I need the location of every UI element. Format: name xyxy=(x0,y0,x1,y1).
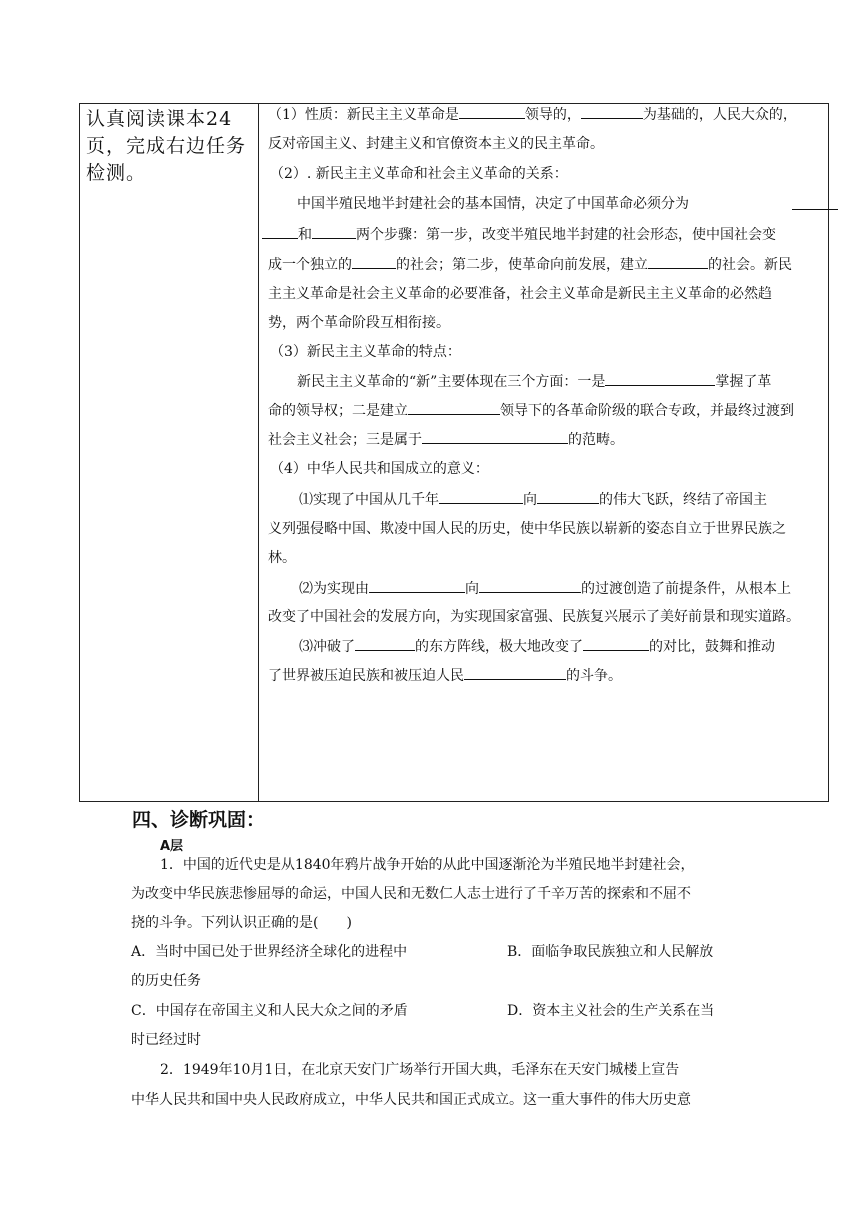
blank[interactable] xyxy=(479,578,581,593)
p4-item2-line2: 改变了中国社会的发展方向，为实现国家富强、民族复兴展示了美好前景和现实道路。 xyxy=(268,609,800,625)
blank[interactable] xyxy=(352,254,396,269)
p3-heading: （3）新民主主义革命的特点： xyxy=(270,344,461,360)
blank[interactable] xyxy=(369,578,465,593)
blank[interactable] xyxy=(648,254,708,269)
option-d[interactable]: D．资本主义社会的生产关系在当 xyxy=(507,1003,715,1019)
p1-line2: 反对帝国主义、封建主义和官僚资本主义的民主革命。 xyxy=(268,136,604,152)
option-b-continued: 的历史任务 xyxy=(131,973,201,989)
blank[interactable] xyxy=(583,636,649,651)
blank[interactable] xyxy=(262,224,298,239)
table-divider xyxy=(258,103,259,802)
layer-label: A层 xyxy=(160,839,184,854)
p2-line3: 成一个独立的 的社会；第二步，使革命向前发展，建立 的社会。新民 xyxy=(268,254,792,275)
q1-line3: 挠的斗争。下列认识正确的是( ) xyxy=(131,915,352,931)
option-b[interactable]: B．面临争取民族独立和人民解放 xyxy=(507,944,714,960)
section-title: 四、诊断巩固： xyxy=(132,809,266,831)
p4-item1-line2: 义列强侵略中国、欺凌中国人民的历史，使中华民族以崭新的姿态自立于世界民族之 xyxy=(268,521,786,537)
option-d-continued: 时已经过时 xyxy=(131,1032,201,1048)
p2-line4: 主主义革命是社会主义革命的必要准备，社会主义革命是新民主主义革命的必然趋 xyxy=(268,286,772,302)
p2-heading: （2）. 新民主主义革命和社会主义革命的关系： xyxy=(270,166,568,182)
p1-line1: （1）性质：新民主主义革命是 领导的， 为基础的，人民大众的， xyxy=(268,104,797,125)
q1-line1: 1．中国的近代史是从1840年鸦片战争开始的从此中国逐渐沦为半殖民地半封建社会， xyxy=(160,857,695,873)
option-a[interactable]: A．当时中国已处于世界经济全球化的进程中 xyxy=(131,944,408,960)
p4-item2-line1: ⑵为实现由 向 的过渡创造了前提条件，从根本上 xyxy=(299,578,791,599)
q2-line2: 中华人民共和国中央人民政府成立，中华人民共和国正式成立。这一重大事件的伟大历史意 xyxy=(131,1092,691,1108)
p4-heading: （4）中华人民共和国成立的意义： xyxy=(270,461,489,477)
p3-line2: 命的领导权；二是建立 领导下的各革命阶级的联合专政，并最终过渡到 xyxy=(268,400,794,421)
blank[interactable] xyxy=(605,371,715,386)
blank[interactable] xyxy=(581,104,643,119)
blank[interactable] xyxy=(312,224,356,239)
q1-line2: 为改变中华民族悲惨屈辱的命运，中国人民和无数仁人志士进行了千辛万苦的探索和不屈不 xyxy=(131,886,691,902)
p3-line1: 新民主主义革命的“新”主要体现在三个方面：一是 掌握了革 xyxy=(297,371,771,392)
p4-item1-line3: 林。 xyxy=(268,550,296,566)
blank[interactable] xyxy=(792,209,838,210)
p3-line3: 社会主义社会；三是属于 的范畴。 xyxy=(268,429,624,450)
p2-line1: 中国半殖民地半封建社会的基本国情，决定了中国革命必须分为 xyxy=(297,196,689,212)
blank[interactable] xyxy=(464,665,566,680)
q2-line1: 2．1949年10月1日，在北京天安门广场举行开国大典，毛泽东在天安门城楼上宣告 xyxy=(160,1062,680,1078)
blank[interactable] xyxy=(355,636,415,651)
p4-item3-line1: ⑶冲破了 的东方阵线，极大地改变了 的对比，鼓舞和推动 xyxy=(299,636,775,657)
p2-line2: 和 两个步骤：第一步，改变半殖民地半封建的社会形态，使中国社会变 xyxy=(262,224,776,245)
option-c[interactable]: C．中国存在帝国主义和人民大众之间的矛盾 xyxy=(131,1003,408,1019)
blank[interactable] xyxy=(422,429,568,444)
blank[interactable] xyxy=(439,489,523,504)
left-cell-instruction: 认真阅读课本24页，完成右边任务检测。 xyxy=(86,108,247,184)
p2-line5: 势，两个革命阶段互相衔接。 xyxy=(268,315,450,331)
blank[interactable] xyxy=(459,104,525,119)
blank[interactable] xyxy=(537,489,599,504)
p4-item1-line1: ⑴实现了中国从几千年 向 的伟大飞跃，终结了帝国主 xyxy=(299,489,767,510)
p4-item3-line2: 了世界被压迫民族和被压迫人民 的斗争。 xyxy=(268,665,622,686)
blank[interactable] xyxy=(408,400,500,415)
